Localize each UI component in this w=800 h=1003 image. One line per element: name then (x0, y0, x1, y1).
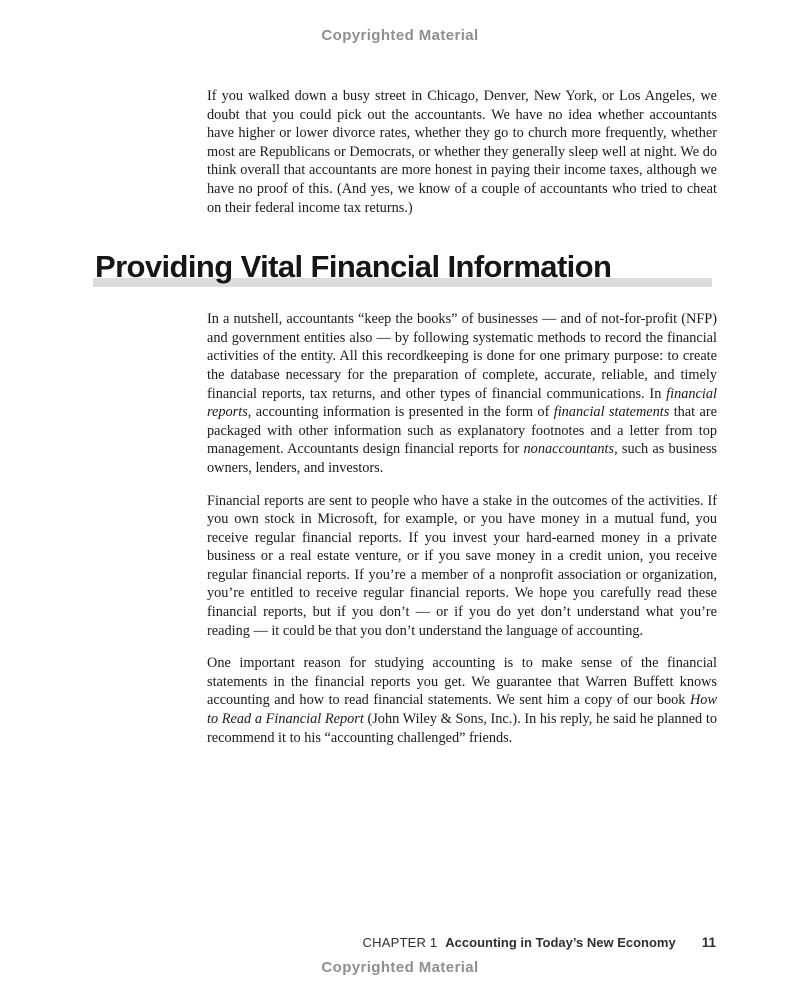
chapter-label: CHAPTER 1 (362, 935, 438, 950)
copyright-top-label: Copyrighted Material (321, 27, 479, 44)
section-heading: Providing Vital Financial Information (95, 249, 612, 285)
footer (363, 935, 716, 950)
chapter-title: Accounting in Today’s New Economy (445, 935, 676, 950)
body-column (95, 87, 717, 747)
paragraph-nutshell: In a nutshell, accountants “keep the books” of businesses — and of not-for-profit (NFP) and government entities also — by following systematic methods to record the financial activities of the entity. All this recordkeeping is done for one primary purpose: to create the database necessary for the preparation of complete, accurate, reliable, and timely financial reports, tax returns, and other types of financial communications. In financial reports, accounting information is presented in the form of financial statements that are packaged with other information such as explanatory footnotes and a letter from top management. Accountants design financial reports for nonaccountants, such as business owners, lenders, and investors. (207, 311, 717, 476)
paragraph-studying-accounting: One important reason for studying accounting is to make sense of the financial statements in the financial reports you get. We guarantee that Warren Buffett knows accounting and how to read financial statements. We sent him a copy of our book How to Read a Financial Report (John Wiley & Sons, Inc.). In his reply, he said he planned to recommend it to his “accounting challenged” friends. (207, 655, 717, 746)
intro-paragraph: If you walked down a busy street in Chicago, Denver, New York, or Los Angeles, we doubt that you could pick out the accountants. We have no idea whether accountants have higher or lower divorce rates, whether they go to church more frequently, whether most are Republicans or Democrats, or whether they generally sleep well at night. We do think overall that accountants are more honest in paying their income taxes, although we have no proof of this. (And yes, we know of a couple of accountants who tried to cheat on their federal income tax returns.) (207, 88, 717, 216)
copyright-bottom-label: Copyrighted Material (321, 959, 479, 976)
paragraph-financial-reports: Financial reports are sent to people who have a stake in the outcomes of the activities. If you own stock in Microsoft, for example, or you have money in a mutual fund, you receive regular financial reports. If you invest your hard-earned money in a private business or a real estate venture, or if you save money in a credit union, you receive regular financial reports. If you’re a member of a nonprofit association or organization, you’re entitled to receive regular financial reports. We hope you carefully read these financial reports, but if you don’t — or if you do yet don’t understand what you’re reading — it could be that you don’t understand the language of accounting. (207, 492, 717, 639)
section-heading-block (95, 251, 717, 288)
page-number: 11 (701, 935, 716, 950)
